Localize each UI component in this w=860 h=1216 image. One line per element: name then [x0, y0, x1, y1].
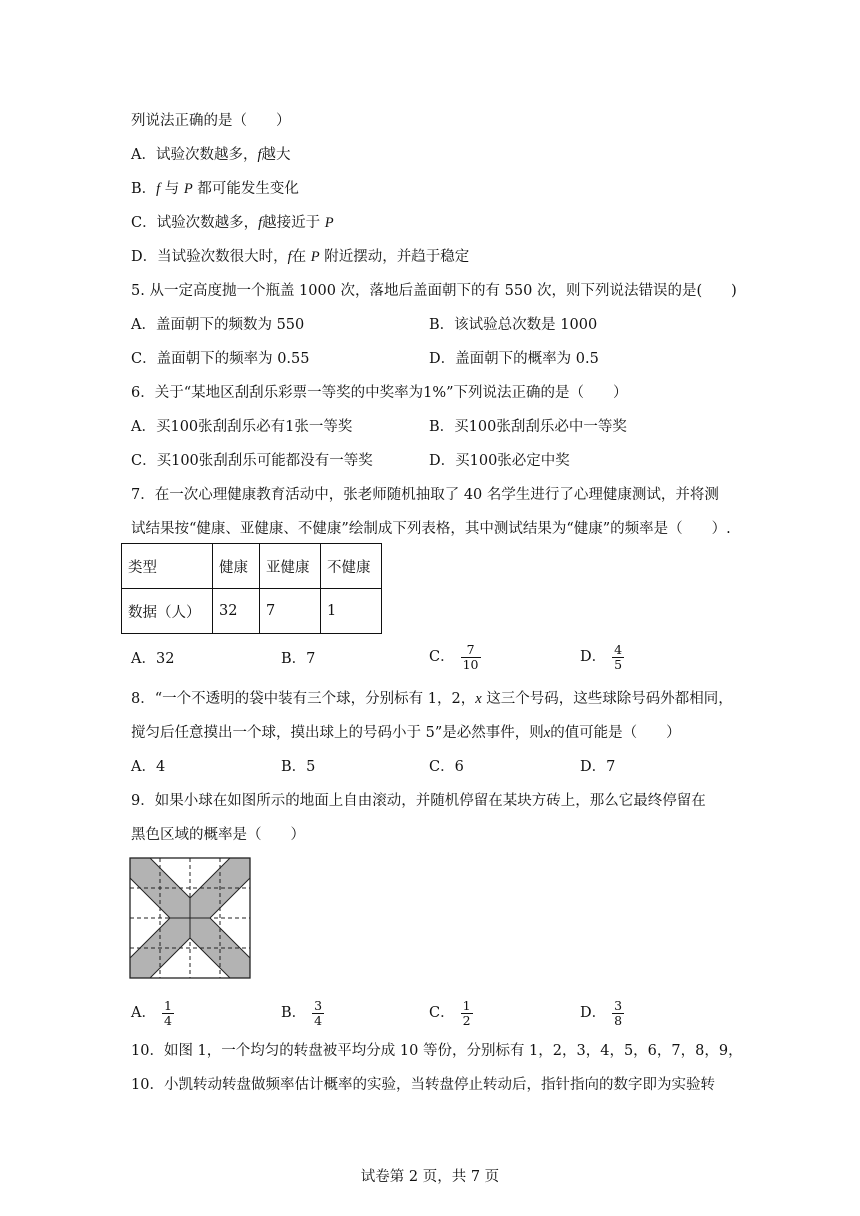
table-cell: 7 — [260, 589, 321, 634]
q9-stem-line1: 9．如果小球在如图所示的地面上自由滚动，并随机停留在某块方砖上，那么它最终停留在 — [131, 793, 706, 809]
q8-stem-line1: 8．“一个不透明的袋中装有三个球，分别标有 1，2，x 这三个号码，这些球除号码外都相同， — [131, 691, 733, 707]
q5-option-a[interactable]: A．盖面朝下的频数为 550 — [131, 317, 305, 333]
q6-option-c[interactable]: C．买100张刮刮乐可能都没有一等奖 — [131, 453, 373, 469]
q9-stem-line2: 黑色区域的概率是（ ） — [131, 827, 305, 843]
q10-stem-line1: 10．如图 1，一个均匀的转盘被平均分成 10 等份，分别标有 1，2，3，4，5，6，7，8，9， — [131, 1043, 743, 1059]
q6-option-a[interactable]: A．买100张刮刮乐必有1张一等奖 — [131, 419, 353, 435]
q9-option-d[interactable]: D． $\frac{3}{8}$ — [580, 997, 623, 1028]
q5-option-d[interactable]: D．盖面朝下的概率为 0.5 — [429, 351, 599, 367]
q6-stem: 6．关于“某地区刮刮乐彩票一等奖的中奖率为1%”下列说法正确的是（ ） — [131, 385, 628, 401]
fraction: $\frac{7}{10}$ — [462, 641, 479, 672]
q5-stem: 5. 从一定高度抛一个瓶盖 1000 次，落地后盖面朝下的有 550 次，则下列说法错误的是( ) — [131, 283, 737, 299]
q9-tile-figure — [128, 856, 252, 980]
fraction: $\frac{3}{4}$ — [314, 997, 323, 1028]
table-header-row — [122, 544, 382, 589]
q6-option-d[interactable]: D．买100张必定中奖 — [429, 453, 570, 469]
q8-option-a[interactable]: A．4 — [131, 759, 166, 775]
table-cell: 数据（人） — [122, 589, 213, 634]
table-cell: 亚健康 — [260, 544, 321, 589]
q8-option-d[interactable]: D．7 — [580, 759, 616, 775]
q4-option-c[interactable]: C．试验次数越多，f越接近于 P — [131, 215, 334, 231]
q7-data-table — [121, 543, 382, 634]
table-cell: 类型 — [122, 544, 213, 589]
q4-option-d[interactable]: D．当试验次数很大时，f在 P 附近摆动，并趋于稳定 — [131, 249, 470, 265]
q7-stem-line1: 7．在一次心理健康教育活动中，张老师随机抽取了 40 名学生进行了心理健康测试，并将测 — [131, 487, 719, 503]
q5-option-c[interactable]: C．盖面朝下的频率为 0.55 — [131, 351, 310, 367]
q4-option-b[interactable]: B．f 与 P 都可能发生变化 — [131, 181, 299, 197]
page-footer: 试卷第 2 页，共 7 页 — [360, 1169, 500, 1185]
q7-option-c[interactable]: C． $\frac{7}{10}$ — [429, 641, 479, 672]
q4-stem-tail: 列说法正确的是（ ） — [131, 113, 291, 129]
fraction: $\frac{1}{4}$ — [163, 997, 172, 1028]
q10-stem-line2: 10．小凯转动转盘做频率估计概率的实验，当转盘停止转动后，指针指向的数字即为实验转 — [131, 1077, 715, 1093]
q9-option-a[interactable]: A． $\frac{1}{4}$ — [131, 997, 172, 1028]
q8-option-c[interactable]: C．6 — [429, 759, 464, 775]
table-cell: 健康 — [213, 544, 260, 589]
fraction: $\frac{1}{2}$ — [462, 997, 471, 1028]
q6-option-b[interactable]: B．买100张刮刮乐必中一等奖 — [429, 419, 627, 435]
table-cell: 1 — [321, 589, 382, 634]
q7-option-d[interactable]: D． $\frac{4}{5}$ — [580, 641, 623, 672]
shaded-region — [190, 918, 250, 978]
q8-option-b[interactable]: B．5 — [281, 759, 316, 775]
q9-option-c[interactable]: C． $\frac{1}{2}$ — [429, 997, 471, 1028]
q7-option-b[interactable]: B．7 — [281, 651, 316, 667]
fraction: $\frac{3}{8}$ — [614, 997, 623, 1028]
q5-option-b[interactable]: B．该试验总次数是 1000 — [429, 317, 598, 333]
table-row — [122, 589, 382, 634]
q9-option-b[interactable]: B． $\frac{3}{4}$ — [281, 997, 323, 1028]
q7-stem-line2: 试结果按“健康、亚健康、不健康”绘制成下列表格，其中测试结果为“健康”的频率是（ ）. — [131, 521, 731, 537]
table-cell: 32 — [213, 589, 260, 634]
table-cell: 不健康 — [321, 544, 382, 589]
q4-option-a[interactable]: A．试验次数越多，f越大 — [131, 147, 291, 163]
fraction: $\frac{4}{5}$ — [614, 641, 623, 672]
q8-stem-line2: 搅匀后任意摸出一个球，摸出球上的号码小于 5”是必然事件，则x的值可能是（ ） — [131, 725, 681, 741]
q7-option-a[interactable]: A．32 — [131, 651, 175, 667]
